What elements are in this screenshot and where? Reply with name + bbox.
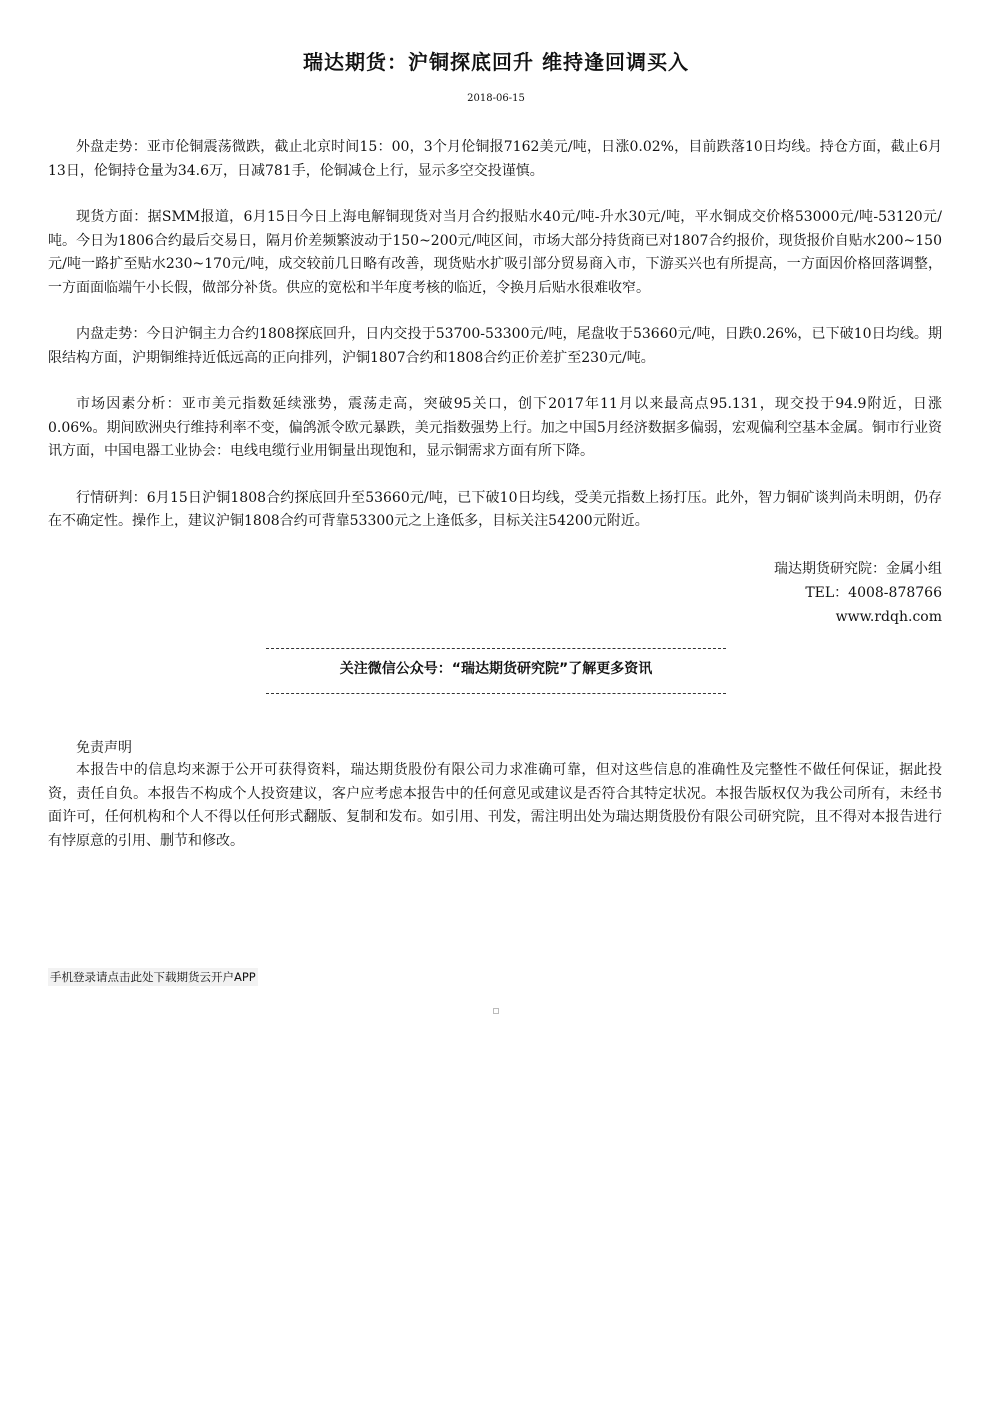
paragraph-overseas-market: 外盘走势：亚市伦铜震荡微跌，截止北京时间15：00，3个月伦铜报7162美元/吨，日涨0.02%，目前跌落10日均线。持仓方面，截止6月13日，伦铜持仓量为34.6万，日减781手，伦铜减仓上行，显示多空交投谨慎。 <box>48 139 942 179</box>
bottom-dashed-divider <box>266 693 726 694</box>
paragraph-domestic-market: 内盘走势：今日沪铜主力合约1808探底回升，日内交投于53700-53300元/吨，尾盘收于53660元/吨，日跌0.26%，已下破10日均线。期限结构方面，沪期铜维持近低远高的正向排列，沪铜1807合约和1808合约正价差扩至230元/吨。 <box>48 326 942 366</box>
follow-wechat-text: 关注微信公众号：“瑞达期货研究院”了解更多资讯 <box>339 661 653 677</box>
disclaimer-title: 免责声明 <box>76 740 132 756</box>
paragraph-market-outlook: 行情研判：6月15日沪铜1808合约探底回升至53660元/吨，已下破10日均线，受美元指数上扬打压。此外，智力铜矿谈判尚未明朗，仍存在不确定性。操作上，建议沪铜1808合约可背靠53300元之上逢低多，目标关注54200元附近。 <box>48 489 942 529</box>
signature-block <box>48 557 942 629</box>
report-date: 2018-06-15 <box>467 93 525 104</box>
signature-website: www.rdqh.com <box>835 608 942 625</box>
signature-tel: TEL：4008-878766 <box>805 584 942 601</box>
paragraph-market-factors: 市场因素分析：亚市美元指数延续涨势，震荡走高，突破95关口，创下2017年11月以来最高点95.131，现交投于94.9附近，日涨0.06%。期间欧洲央行维持利率不变，偏鸽派令欧元暴跌，美元指数强势上行。加之中国5月经济数据多偏弱，宏观偏利空基本金属。铜市行业资讯方面，中国电器工业协会：电线电缆行业用铜量出现饱和，显示铜需求方面有所下降。 <box>48 396 942 459</box>
disclaimer-body: 本报告中的信息均来源于公开可获得资料，瑞达期货股份有限公司力求准确可靠，但对这些信息的准确性及完整性不做任何保证，据此投资，责任自负。本报告不构成个人投资建议，客户应考虑本报告中的任何意见或建议是否符合其特定状况。本报告版权仅为我公司所有，未经书面许可，任何机构和个人不得以任何形式翻版、复制和发布。如引用、刊发，需注明出处为瑞达期货股份有限公司研究院，且不得对本报告进行有悖原意的引用、删节和修改。 <box>48 762 942 849</box>
follow-banner <box>0 648 992 694</box>
disclaimer-section <box>48 737 942 853</box>
download-app-link[interactable]: 手机登录请点击此处下载期货云开户APP <box>50 970 256 984</box>
top-dashed-divider <box>266 648 726 649</box>
signature-org: 瑞达期货研究院：金属小组 <box>774 560 942 577</box>
report-body <box>48 136 942 629</box>
paragraph-spot-market: 现货方面：据SMM报道，6月15日今日上海电解铜现货对当月合约报贴水40元/吨-升水30元/吨，平水铜成交价格53000元/吨-53120元/吨。今日为1806合约最后交易日，隔月价差频繁波动于150~200元/吨区间，市场大部分持货商已对1807合约报价，现货报价自贴水200~150元/吨一路扩至贴水230~170元/吨，成交较前几日略有改善，现货贴水扩吸引部分贸易商入市，下游买兴也有所提高，一方面因价格回落调整，一方面面临端午小长假，做部分补货。供应的宽松和半年度考核的临近，令换月后贴水很难收窄。 <box>48 209 942 296</box>
page-title: 瑞达期货：沪铜探底回升 维持逢回调买入 <box>303 50 689 74</box>
placeholder-mark <box>493 1008 499 1014</box>
